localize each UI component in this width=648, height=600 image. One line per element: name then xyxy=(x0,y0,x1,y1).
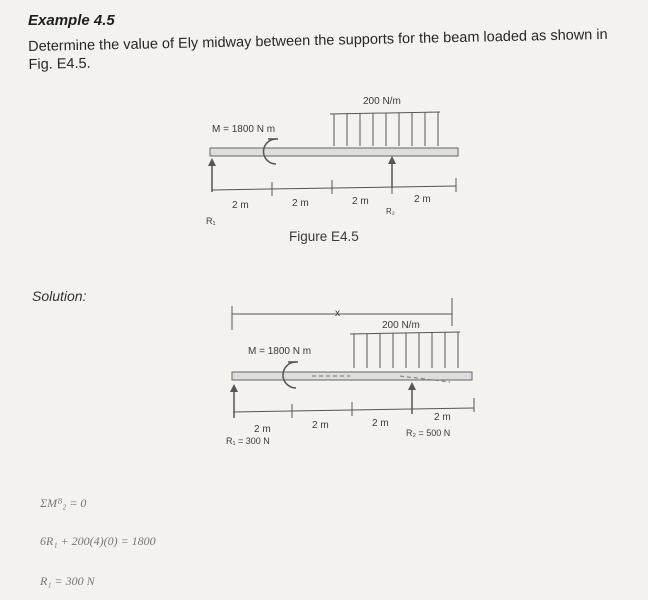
beam-2 xyxy=(232,372,472,380)
equation-r1-result: R₁ = 300 N xyxy=(40,574,95,588)
span-label-2c: 2 m xyxy=(372,418,389,429)
span-label-1a: 2 m xyxy=(232,200,249,211)
span-label-1b: 2 m xyxy=(292,198,309,209)
solution-label: Solution: xyxy=(32,288,87,304)
example-title: Example 4.5 xyxy=(28,12,115,29)
load-label-1: 200 N/m xyxy=(363,96,401,107)
figure-e4-5 xyxy=(206,96,458,244)
figure-caption: Figure E4.5 xyxy=(289,229,359,244)
span-label-2d: 2 m xyxy=(434,412,451,423)
distributed-load-arrows-2 xyxy=(350,332,460,368)
r2-value: R₂ = 500 N xyxy=(406,428,451,438)
span-label-2b: 2 m xyxy=(312,420,329,431)
problem-statement: Determine the value of Ely midway between the supports for the beam loaded as shown in Fig. E4.5. xyxy=(28,26,608,73)
span-label-2a: 2 m xyxy=(254,424,271,435)
r2-label-1: R₂ xyxy=(386,207,395,216)
span-label-1c: 2 m xyxy=(352,196,369,207)
moment-label-1: M = 1800 N m xyxy=(212,124,276,135)
span-label-1d: 2 m xyxy=(414,194,431,205)
r1-label-1: R₁ xyxy=(206,216,216,226)
load-label-2: 200 N/m xyxy=(382,320,420,331)
moment-label-2: M = 1800 N m xyxy=(248,346,312,357)
equation-sum-moments: ΣMᴮ₂ = 0 xyxy=(40,496,87,510)
equation-moment-balance: 6R₁ + 200(4)(0) = 1800 xyxy=(40,534,156,548)
distributed-load-arrows xyxy=(330,112,440,146)
x-label: x xyxy=(335,308,340,319)
figure-solution xyxy=(226,298,474,446)
r1-value: R₁ = 300 N xyxy=(226,436,270,446)
beam-1 xyxy=(210,148,458,156)
